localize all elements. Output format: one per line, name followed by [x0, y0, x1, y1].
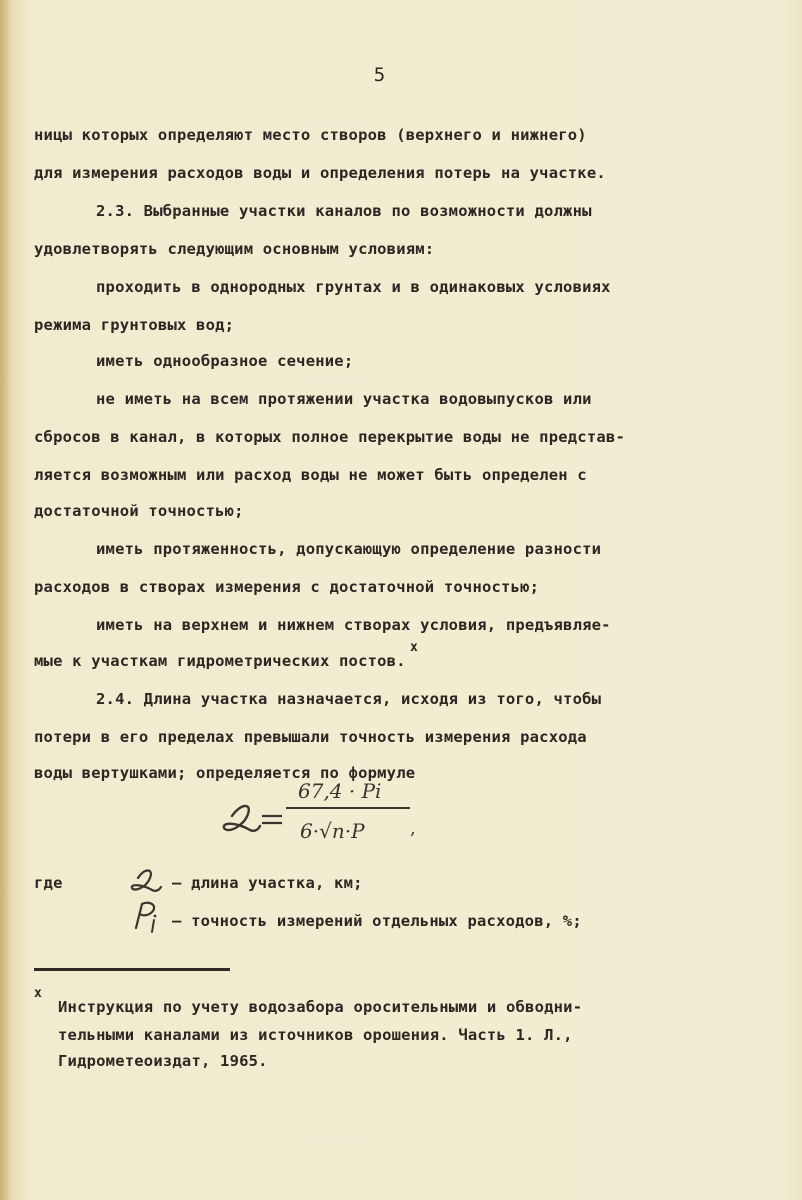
footnote-marker: х — [34, 986, 42, 1001]
length-formula — [210, 776, 450, 866]
footnote-line-2: тельными каналами из источников орошения. Часть 1. Л., — [58, 1026, 573, 1044]
where-label: где — [34, 874, 63, 892]
condition-3-line-3: ляется возможным или расход воды не может быть определен с — [34, 466, 587, 484]
condition-4-line-2: расходов в створах измерения с достаточной точностью; — [34, 578, 540, 596]
condition-3-line-4: достаточной точностью; — [34, 502, 244, 520]
text-line-17: потери в его пределах превышали точность измерения расхода — [34, 728, 587, 746]
formula-lhs-symbol — [224, 806, 260, 831]
footnote-line-1: Инструкция по учету водозабора оросительными и обводни- — [58, 998, 583, 1016]
text-line-1: ницы которых определяют место створов (верхнего и нижнего) — [34, 126, 587, 144]
formula-numerator: 67,4 · Pi — [298, 779, 382, 803]
def2-text: – точность измерений отдельных расходов, %; — [172, 912, 582, 930]
condition-4-line-1: иметь протяженность, допускающую определение разности — [96, 540, 602, 558]
condition-3-line-1: не иметь на всем протяжении участка водовыпусков или — [96, 390, 592, 408]
condition-2: иметь однообразное сечение; — [96, 352, 354, 370]
footnote-reference-marker: х — [410, 640, 418, 655]
def1-symbol-L — [128, 862, 164, 896]
formula-trailing-comma: , — [410, 818, 416, 839]
condition-3-line-2: сбросов в канал, в которых полное перекрытие воды не представ- — [34, 428, 625, 446]
page-number: 5 — [373, 64, 387, 86]
text-line-2: для измерения расходов воды и определения потерь на участке. — [34, 164, 606, 182]
condition-5-line-2: мые к участкам гидрометрических постов. — [34, 652, 406, 670]
text-line-18: воды вертушками; определяется по формуле — [34, 764, 416, 782]
condition-1-line-1: проходить в однородных грунтах и в одинаковых условиях — [96, 278, 611, 296]
formula-denominator: 6·√n·P — [300, 819, 365, 843]
section-2-3-heading: 2.3. Выбранные участки каналов по возможности должны — [96, 202, 592, 220]
page-edge-shadow — [0, 0, 10, 1200]
def1-text: – длина участка, км; — [172, 874, 363, 892]
condition-1-line-2: режима грунтовых вод; — [34, 316, 235, 334]
footnote-divider — [34, 968, 230, 971]
section-2-4-heading: 2.4. Длина участка назначается, исходя из того, чтобы — [96, 690, 602, 708]
footnote-line-3: Гидрометеоиздат, 1965. — [58, 1052, 268, 1070]
condition-5-line-1: иметь на верхнем и нижнем створах условия, предъявляе- — [96, 616, 611, 634]
text-line-4: удовлетворять следующим основным условиям: — [34, 240, 435, 258]
formula-equals-sign — [262, 816, 282, 823]
def2-symbol-Pi — [128, 898, 164, 936]
